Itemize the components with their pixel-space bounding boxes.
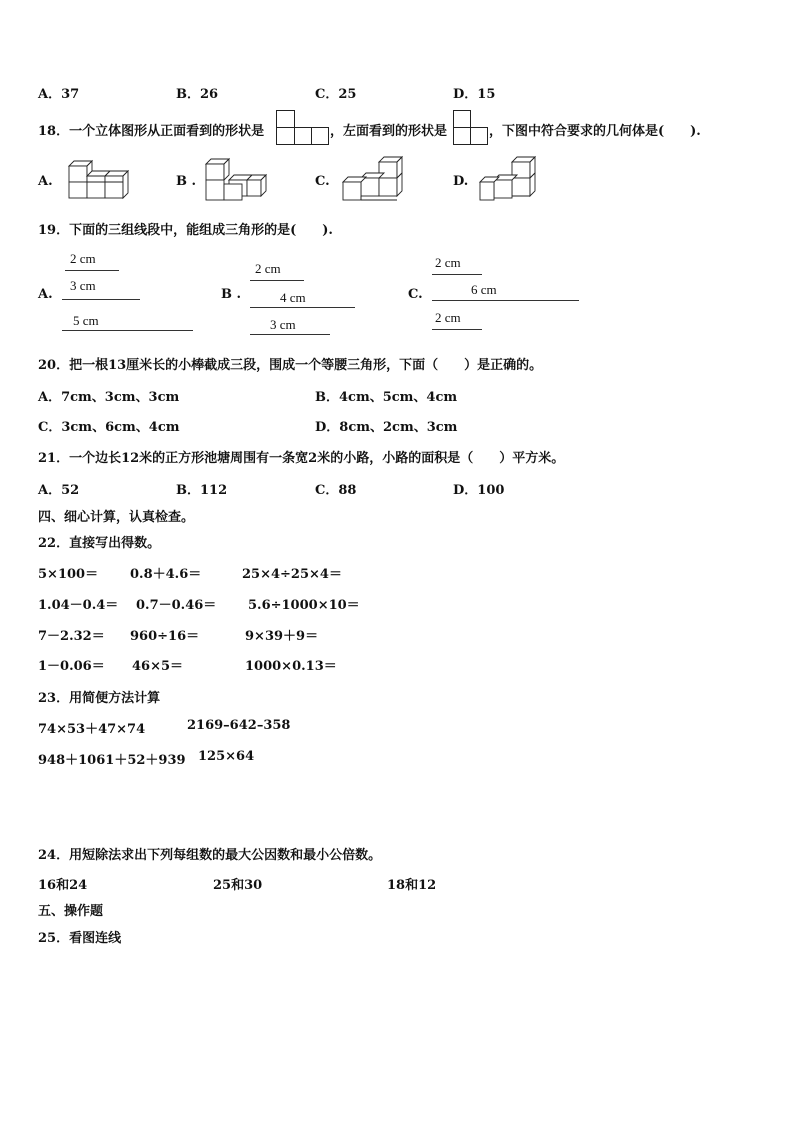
q22-r2-c2: 0.7－0.46＝ (136, 598, 217, 613)
section-5-heading: 五、操作题 (38, 904, 104, 919)
q17-option-a: A．37 (38, 87, 80, 102)
q23-stem: 23．用简便方法计算 (38, 691, 161, 706)
q23-r2-c1: 948＋1061＋52＋939 (38, 753, 186, 768)
q23-r1-c2: 2169–642–358 (187, 718, 291, 733)
q19-option-a: A. (38, 287, 53, 302)
q19-stem: 19．下面的三组线段中，能组成三角形的是( ). (38, 223, 333, 238)
q17-option-b: B．26 (176, 87, 219, 102)
q19-b-segment-3-label: 3 cm (270, 317, 296, 332)
q19-c-segment-1-label: 2 cm (435, 255, 461, 270)
q18-option-b-cubes (203, 158, 269, 204)
q18-front-view-figure (276, 110, 330, 146)
q17-option-d: D．15 (453, 87, 496, 102)
q18-option-b: B . (176, 174, 197, 189)
q22-r3-c3: 9×39＋9＝ (245, 629, 319, 644)
q19-c-segment-1 (432, 274, 482, 275)
q19-a-segment-3-label: 5 cm (73, 313, 99, 328)
q18-stem-suffix: ，下图中符合要求的几何体是( ). (489, 124, 701, 139)
q19-option-b: B . (221, 287, 242, 302)
q20-option-c: C．3cm、6cm、4cm (38, 420, 180, 435)
q22-r3-c1: 7－2.32＝ (38, 629, 105, 644)
q19-c-segment-3 (432, 329, 482, 330)
q22-stem: 22．直接写出得数。 (38, 536, 161, 551)
q19-c-segment-3-label: 2 cm (435, 310, 461, 325)
q21-option-d: D．100 (453, 483, 505, 498)
q19-a-segment-1-label: 2 cm (70, 251, 96, 266)
q18-option-d: D. (453, 174, 469, 189)
q22-r1-c2: 0.8＋4.6＝ (130, 567, 202, 582)
q20-stem: 20．把一根13厘米长的小棒截成三段，围成一个等腰三角形，下面（ ）是正确的。 (38, 358, 543, 373)
q21-option-c: C．88 (315, 483, 357, 498)
q19-b-segment-1-label: 2 cm (255, 261, 281, 276)
q18-option-c: C. (315, 174, 330, 189)
q22-r4-c1: 1－0.06＝ (38, 659, 105, 674)
q18-option-a-cubes (66, 160, 132, 202)
q19-b-segment-3 (250, 334, 330, 335)
q18-option-c-cubes (341, 156, 405, 204)
q19-b-segment-1 (250, 280, 304, 281)
q18-option-a: A. (38, 174, 53, 189)
q19-a-segment-2-label: 3 cm (70, 278, 96, 293)
q20-option-d: D．8cm、2cm、3cm (315, 420, 458, 435)
q17-option-c: C．25 (315, 87, 357, 102)
q21-stem: 21．一个边长12米的正方形池塘周围有一条宽2米的小路，小路的面积是（ ）平方米。 (38, 451, 565, 466)
q19-a-segment-3 (62, 330, 193, 331)
q22-r2-c3: 5.6÷1000×10＝ (248, 598, 360, 613)
q21-option-a: A．52 (38, 483, 80, 498)
q24-stem: 24．用短除法求出下列每组数的最大公因数和最小公倍数。 (38, 848, 382, 863)
q22-r4-c3: 1000×0.13＝ (245, 659, 337, 674)
q20-option-a: A．7cm、3cm、3cm (38, 390, 180, 405)
q18-left-view-figure (453, 110, 489, 146)
q19-a-segment-1 (65, 270, 119, 271)
q19-c-segment-2-label: 6 cm (471, 282, 497, 297)
q23-r2-c2: 125×64 (198, 749, 255, 764)
q24-item-2: 25和30 (213, 878, 263, 893)
q22-r2-c1: 1.04－0.4＝ (38, 598, 119, 613)
q22-r1-c1: 5×100＝ (38, 567, 99, 582)
q24-item-1: 16和24 (38, 878, 88, 893)
q24-item-3: 18和12 (387, 878, 437, 893)
q22-r4-c2: 46×5＝ (132, 659, 184, 674)
q18-stem-middle: ，左面看到的形状是 (330, 124, 448, 139)
q22-r1-c3: 25×4÷25×4＝ (242, 567, 342, 582)
q21-option-b: B．112 (176, 483, 228, 498)
q23-r1-c1: 74×53＋47×74 (38, 722, 146, 737)
q25-stem: 25．看图连线 (38, 931, 122, 946)
q19-b-segment-2-label: 4 cm (280, 290, 306, 305)
q19-option-c: C. (408, 287, 423, 302)
q22-r3-c2: 960÷16＝ (130, 629, 200, 644)
section-4-heading: 四、细心计算，认真检查。 (38, 510, 195, 525)
q19-a-segment-2 (62, 299, 140, 300)
q20-option-b: B．4cm、5cm、4cm (315, 390, 458, 405)
q18-stem-prefix: 18．一个立体图形从正面看到的形状是 (38, 124, 265, 139)
q19-b-segment-2 (250, 307, 355, 308)
q18-option-d-cubes (478, 156, 542, 204)
q19-c-segment-2 (432, 300, 579, 301)
